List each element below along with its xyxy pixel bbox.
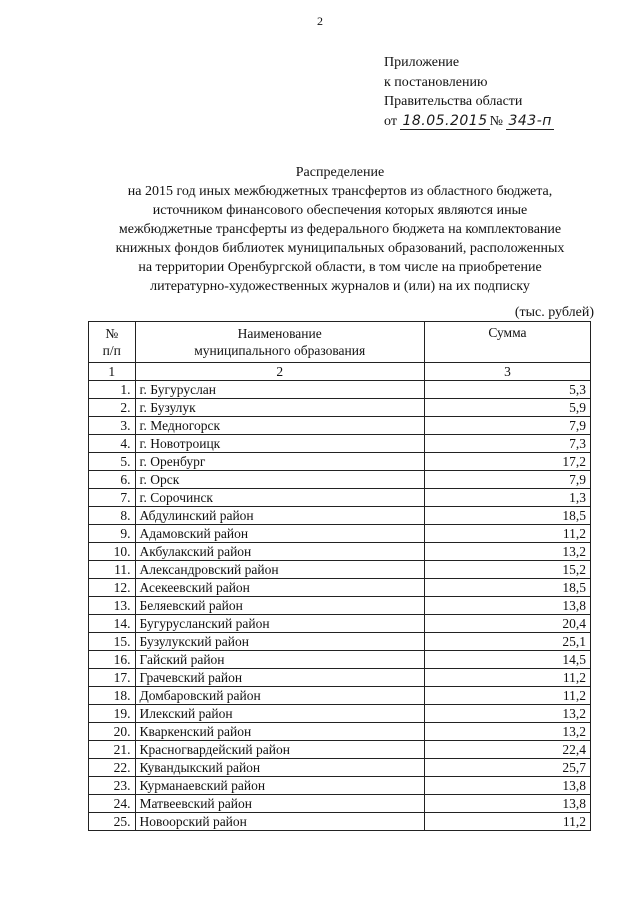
municipality-name: г. Оренбург bbox=[135, 453, 424, 471]
units-label: (тыс. рублей) bbox=[514, 305, 594, 320]
row-number: 7. bbox=[89, 489, 136, 507]
municipality-name: Илекский район bbox=[135, 705, 424, 723]
amount: 18,5 bbox=[424, 507, 590, 525]
table-row bbox=[89, 723, 591, 741]
amount: 5,9 bbox=[424, 399, 590, 417]
row-number: 25. bbox=[89, 813, 136, 831]
table-row bbox=[89, 669, 591, 687]
table-row bbox=[89, 579, 591, 597]
handwritten-date: 18.05.2015 bbox=[402, 112, 488, 129]
municipality-name: Абдулинский район bbox=[135, 507, 424, 525]
amount: 5,3 bbox=[424, 381, 590, 399]
amount: 13,2 bbox=[424, 543, 590, 561]
row-number: 15. bbox=[89, 633, 136, 651]
table-row bbox=[89, 543, 591, 561]
row-number: 22. bbox=[89, 759, 136, 777]
table-row bbox=[89, 489, 591, 507]
appendix-line-1: Приложение bbox=[384, 55, 460, 70]
amount: 25,7 bbox=[424, 759, 590, 777]
table-header-row bbox=[89, 322, 591, 363]
table-row bbox=[89, 615, 591, 633]
title-line-3: источником финансового обеспечения которых являются иные bbox=[152, 203, 528, 218]
appendix-date-line bbox=[384, 112, 554, 132]
row-number: 1. bbox=[89, 381, 136, 399]
municipality-name: г. Медногорск bbox=[135, 417, 424, 435]
index-cell-1: 1 bbox=[89, 363, 136, 381]
date-prefix: от bbox=[384, 113, 397, 129]
title-line-5: книжных фондов библиотек муниципальных образований, расположенных bbox=[115, 241, 565, 256]
title-line-6: на территории Оренбургской области, в том числе на приобретение bbox=[138, 260, 542, 275]
table-row bbox=[89, 507, 591, 525]
municipality-name: г. Бугуруслан bbox=[135, 381, 424, 399]
table-row bbox=[89, 633, 591, 651]
amount: 13,8 bbox=[424, 777, 590, 795]
row-number: 19. bbox=[89, 705, 136, 723]
municipality-name: Новоорский район bbox=[135, 813, 424, 831]
table-row bbox=[89, 561, 591, 579]
municipality-name: Александровский район bbox=[135, 561, 424, 579]
table-row bbox=[89, 417, 591, 435]
table-row bbox=[89, 525, 591, 543]
row-number: 4. bbox=[89, 435, 136, 453]
row-number: 5. bbox=[89, 453, 136, 471]
row-number: 3. bbox=[89, 417, 136, 435]
amount: 17,2 bbox=[424, 453, 590, 471]
appendix-line-3: Правительства области bbox=[384, 94, 523, 109]
municipality-name: Беляевский район bbox=[135, 597, 424, 615]
page-number: 2 bbox=[317, 14, 323, 28]
municipality-name: г. Орск bbox=[135, 471, 424, 489]
title-line-2: на 2015 год иных межбюджетных трансфертов из областного бюджета, bbox=[127, 184, 553, 199]
municipality-name: г. Бузулук bbox=[135, 399, 424, 417]
municipality-name: Домбаровский район bbox=[135, 687, 424, 705]
amount: 1,3 bbox=[424, 489, 590, 507]
row-number: 13. bbox=[89, 597, 136, 615]
row-number: 18. bbox=[89, 687, 136, 705]
amount: 14,5 bbox=[424, 651, 590, 669]
municipality-name: Бугурусланский район bbox=[135, 615, 424, 633]
row-number: 9. bbox=[89, 525, 136, 543]
municipality-name: Курманаевский район bbox=[135, 777, 424, 795]
title-line-4: межбюджетные трансферты из федерального бюджета на комплектование bbox=[118, 222, 562, 237]
row-number: 12. bbox=[89, 579, 136, 597]
amount: 11,2 bbox=[424, 525, 590, 543]
row-number: 23. bbox=[89, 777, 136, 795]
title-line-7: литературно-художественных журналов и (или) на их подписку bbox=[150, 279, 530, 294]
amount: 25,1 bbox=[424, 633, 590, 651]
row-number: 24. bbox=[89, 795, 136, 813]
amount: 13,8 bbox=[424, 795, 590, 813]
header-num-line-1: № bbox=[105, 326, 119, 341]
municipality-name: Кувандыкский район bbox=[135, 759, 424, 777]
header-num-line-2: п/п bbox=[102, 343, 121, 358]
row-number: 8. bbox=[89, 507, 136, 525]
municipality-name: Акбулакский район bbox=[135, 543, 424, 561]
amount: 15,2 bbox=[424, 561, 590, 579]
index-cell-2: 2 bbox=[135, 363, 424, 381]
row-number: 20. bbox=[89, 723, 136, 741]
table-row bbox=[89, 687, 591, 705]
amount: 13,2 bbox=[424, 705, 590, 723]
table-row bbox=[89, 759, 591, 777]
amount: 18,5 bbox=[424, 579, 590, 597]
table-row bbox=[89, 795, 591, 813]
amount: 7,3 bbox=[424, 435, 590, 453]
municipality-name: г. Новотроицк bbox=[135, 435, 424, 453]
appendix-block bbox=[384, 53, 554, 131]
table-row bbox=[89, 777, 591, 795]
municipality-name: Кваркенский район bbox=[135, 723, 424, 741]
row-number: 11. bbox=[89, 561, 136, 579]
table-row bbox=[89, 813, 591, 831]
table-row bbox=[89, 435, 591, 453]
amount: 11,2 bbox=[424, 669, 590, 687]
table-body bbox=[89, 381, 591, 831]
row-number: 6. bbox=[89, 471, 136, 489]
table-row bbox=[89, 651, 591, 669]
amount: 7,9 bbox=[424, 417, 590, 435]
table-row bbox=[89, 597, 591, 615]
handwritten-number: 343-п bbox=[508, 112, 552, 129]
table-row bbox=[89, 705, 591, 723]
municipality-name: Грачевский район bbox=[135, 669, 424, 687]
amount: 7,9 bbox=[424, 471, 590, 489]
header-num bbox=[89, 322, 136, 363]
table-row bbox=[89, 381, 591, 399]
municipality-name: Гайский район bbox=[135, 651, 424, 669]
document-title bbox=[60, 163, 620, 296]
municipality-name: г. Сорочинск bbox=[135, 489, 424, 507]
row-number: 16. bbox=[89, 651, 136, 669]
appendix-line-2: к постановлению bbox=[384, 74, 488, 90]
row-number: 10. bbox=[89, 543, 136, 561]
amount: 20,4 bbox=[424, 615, 590, 633]
index-cell-3: 3 bbox=[424, 363, 590, 381]
amount: 11,2 bbox=[424, 687, 590, 705]
header-sum: Сумма bbox=[424, 322, 590, 363]
header-name-line-1: Наименование bbox=[237, 326, 322, 341]
number-sign: № bbox=[489, 113, 503, 129]
row-number: 2. bbox=[89, 399, 136, 417]
header-name-line-2: муниципального образования bbox=[194, 343, 366, 358]
table-index-row bbox=[89, 363, 591, 381]
municipality-name: Бузулукский район bbox=[135, 633, 424, 651]
municipality-name: Красногвардейский район bbox=[135, 741, 424, 759]
distribution-table bbox=[88, 321, 591, 831]
table-row bbox=[89, 741, 591, 759]
municipality-name: Асекеевский район bbox=[135, 579, 424, 597]
table-row bbox=[89, 471, 591, 489]
amount: 13,8 bbox=[424, 597, 590, 615]
amount: 13,2 bbox=[424, 723, 590, 741]
municipality-name: Адамовский район bbox=[135, 525, 424, 543]
row-number: 14. bbox=[89, 615, 136, 633]
table-row bbox=[89, 399, 591, 417]
table-row bbox=[89, 453, 591, 471]
amount: 22,4 bbox=[424, 741, 590, 759]
amount: 11,2 bbox=[424, 813, 590, 831]
header-name bbox=[135, 322, 424, 363]
municipality-name: Матвеевский район bbox=[135, 795, 424, 813]
row-number: 21. bbox=[89, 741, 136, 759]
title-line-1: Распределение bbox=[295, 165, 385, 180]
row-number: 17. bbox=[89, 669, 136, 687]
